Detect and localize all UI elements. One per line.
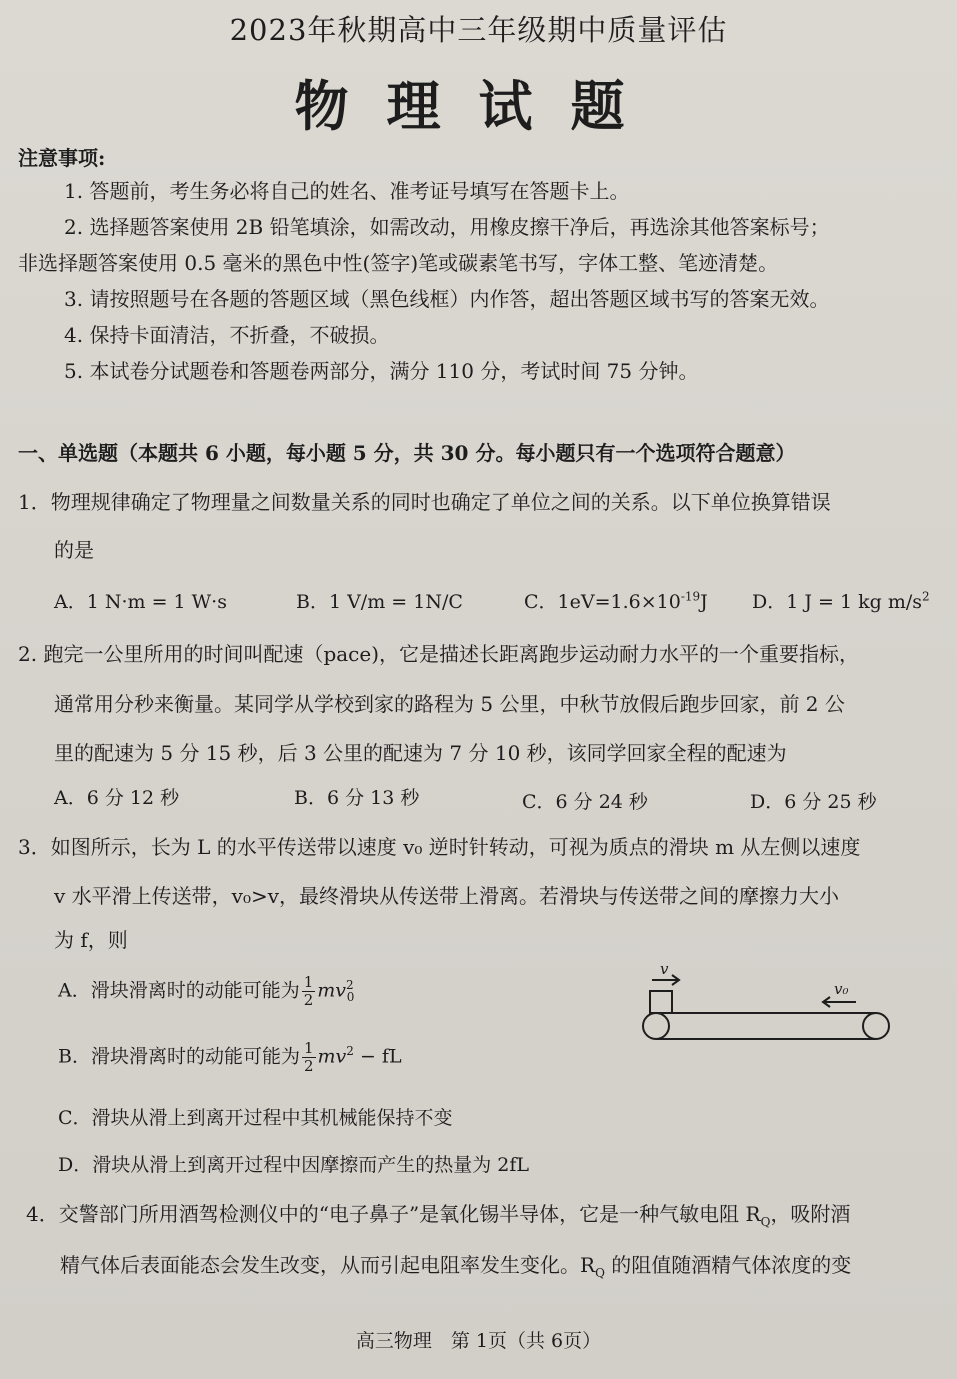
q1-option-d: D．1 J = 1 kg $m/s^2$ <box>752 589 930 613</box>
q3-stem-line2: v 水平滑上传送带，v₀>v，最终滑块从传送带上滑离。若滑块与传送带之间的摩擦力大小 <box>54 884 840 908</box>
q2-option-c: C．6 分 24 秒 <box>522 791 648 813</box>
notice-item-2: 2. 选择题答案使用 2B 铅笔填涂，如需改动，用橡皮擦干净后，再选涂其他答案标号； <box>64 215 830 239</box>
q1-option-c: C．$1eV=1.6\times 10^{-19}J$ <box>524 589 708 613</box>
q1-option-a: A．1 N·m = 1 W·s <box>54 591 227 613</box>
q2-option-b: B．6 分 13 秒 <box>294 787 420 809</box>
q2-option-d: D．6 分 25 秒 <box>750 791 877 813</box>
q3-option-d: D．滑块从滑上到离开过程中因摩擦而产生的热量为 2fL <box>58 1154 530 1176</box>
q4-stem-line2: 精气体后表面能态会发生改变，从而引起电阻率发生变化。$R_Q$ 的阻值随酒精气体浓度的变 <box>60 1253 852 1280</box>
notice-item-2-continued: 非选择题答案使用 0.5 毫米的黑色中性(签字)笔或碳素笔书写，字体工整、笔迹清楚。 <box>18 251 779 275</box>
right-pulley <box>863 1013 889 1039</box>
q3-option-c: C．滑块从滑上到离开过程中其机械能保持不变 <box>58 1107 453 1129</box>
q4-stem-line1: 4．交警部门所用酒驾检测仪中的“电子鼻子”是氧化锡半导体，它是一种气敏电阻 $R_Q$，吸附酒 <box>26 1202 851 1229</box>
q2-stem-line2: 通常用分秒来衡量。某同学从学校到家的路程为 5 公里，中秋节放假后跑步回家，前 2 公 <box>54 692 845 716</box>
q2-stem-line3: 里的配速为 5 分 15 秒，后 3 公里的配速为 7 分 10 秒，该同学回家全程的配速为 <box>54 741 787 765</box>
q1-stem-line1: 1．物理规律确定了物理量之间数量关系的同时也确定了单位之间的关系。以下单位换算错误 <box>18 490 831 514</box>
page-footer: 高三物理 第 1页（共 6页） <box>355 1330 602 1352</box>
conveyor-belt-diagram <box>638 958 898 1048</box>
q2-option-a: A．6 分 12 秒 <box>54 787 180 809</box>
exam-title: 2023年秋期高中三年级期中质量评估 <box>229 13 728 47</box>
left-pulley <box>643 1013 669 1039</box>
slider-block <box>650 991 672 1013</box>
q3-option-b: B．滑块滑离时的动能可能为 $\frac{1}{2}$ $mv^2$ − fL <box>58 1039 402 1075</box>
q3-option-a: A．滑块滑离时的动能可能为 $\frac{1}{2}$ $mv^2_0$ <box>58 973 355 1009</box>
label-v0: v₀ <box>834 980 849 998</box>
q3-stem-line3: 为 f，则 <box>54 928 128 952</box>
q2-stem-line1: 2. 跑完一公里所用的时间叫配速（pace)，它是描述长距离跑步运动耐力水平的一个重要指标， <box>18 642 860 666</box>
fraction-half: $\frac{1}{2}$ <box>303 973 314 1009</box>
q1-stem-line2: 的是 <box>54 538 94 562</box>
section-heading: 一、单选题（本题共 6 小题，每小题 5 分，共 30 分。每小题只有一个选项符合题意） <box>18 441 796 465</box>
notice-item-4: 4. 保持卡面清洁，不折叠，不破损。 <box>64 323 390 347</box>
notice-heading: 注意事项: <box>18 146 106 170</box>
q1-option-b: B．1 V/m = 1N/C <box>296 591 463 613</box>
notice-item-1: 1. 答题前，考生务必将自己的姓名、准考证号填写在答题卡上。 <box>64 179 630 203</box>
q3-stem-line1: 3．如图所示，长为 L 的水平传送带以速度 v₀ 逆时针转动，可视为质点的滑块 m 从左侧以速度 <box>18 835 861 859</box>
notice-item-5: 5. 本试卷分试题卷和答题卷两部分，满分 110 分，考试时间 75 分钟。 <box>64 359 699 383</box>
notice-item-3: 3. 请按照题号在各题的答题区域（黑色线框）内作答，超出答题区域书写的答案无效。 <box>64 287 830 311</box>
label-v: v <box>660 960 669 978</box>
subject-title: 物理试题 <box>294 74 663 138</box>
fraction-half: $\frac{1}{2}$ <box>303 1039 314 1075</box>
